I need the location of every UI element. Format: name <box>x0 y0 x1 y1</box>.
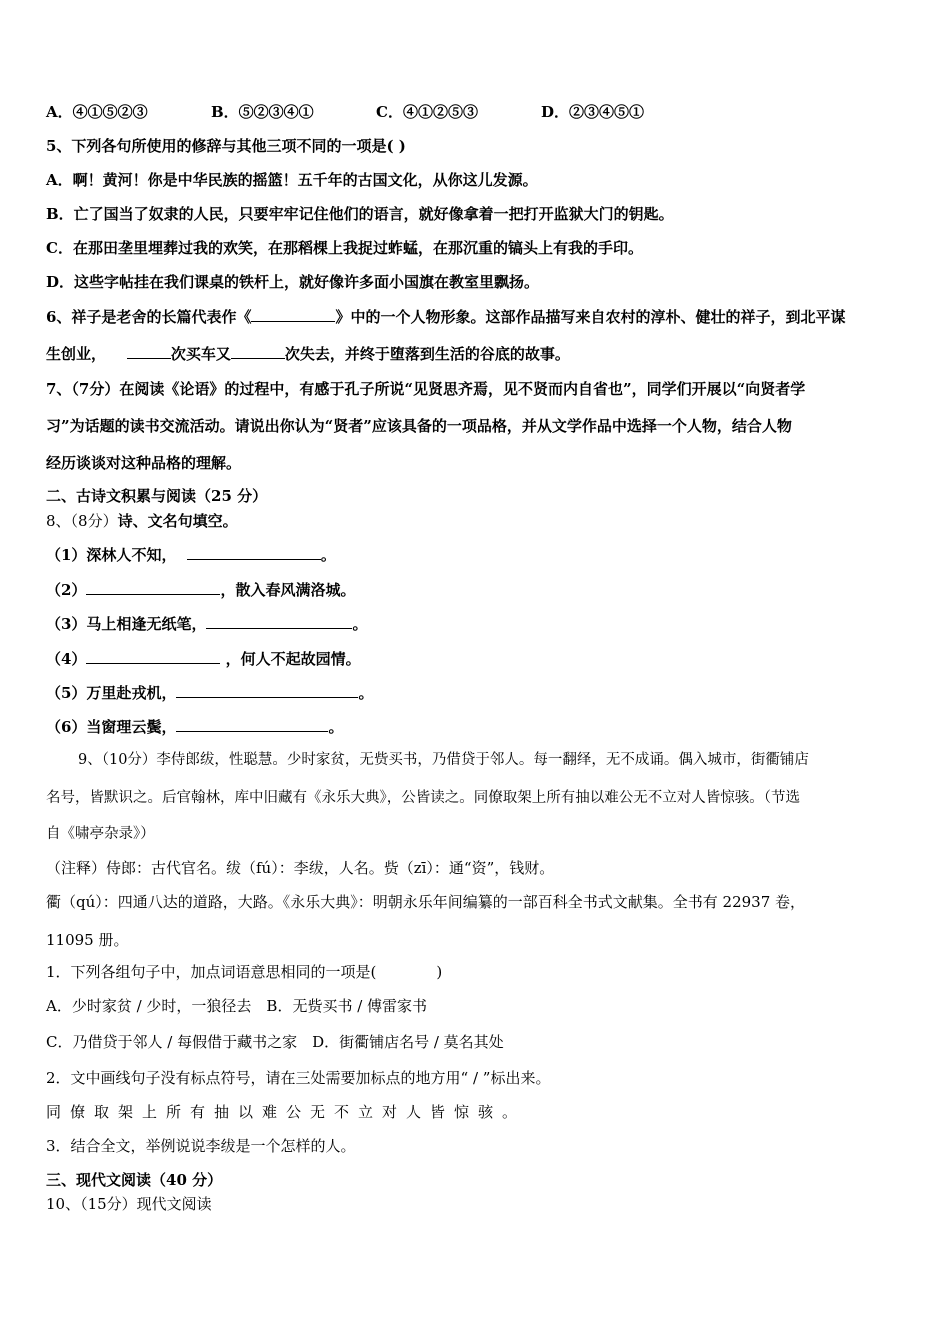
q4-option-c: C．④①②⑤③ <box>376 103 478 121</box>
q9-sub1-options-cd: C．乃借贷于邻人 / 每假借于藏书之家 D．街衢铺店名号 / 莫名其处 <box>46 1033 504 1051</box>
q6-line1 <box>46 307 845 327</box>
q8-blank-5[interactable] <box>176 683 358 698</box>
q7-line3: 经历谈谈对这种品格的理解。 <box>46 454 242 472</box>
q8-item-3-post: 。 <box>352 615 368 633</box>
q8-item-2-pre: （2） <box>46 581 87 599</box>
q8-item-1 <box>46 545 336 565</box>
q8-item-5 <box>46 683 373 703</box>
q8-item-3-pre: （3）马上相逢无纸笔， <box>46 615 207 633</box>
q9-sub2-text: 同僚取架上所有抽以难公无不立对人皆惊骇。 <box>46 1103 527 1121</box>
q8-item-4-pre: （4） <box>46 650 87 668</box>
section3-heading: 三、现代文阅读（40 分） <box>46 1171 223 1189</box>
q6-line2b: 次买车又 <box>170 345 231 363</box>
q8-item-4 <box>46 649 361 669</box>
q8-item-2 <box>46 580 355 600</box>
q6-blank-1[interactable] <box>127 344 171 359</box>
q5-option-a: A．啊！黄河！你是中华民族的摇篮！五千年的古国文化，从你这儿发源。 <box>46 171 538 189</box>
q5-option-c: C．在那田垄里埋葬过我的欢笑，在那稻棵上我捉过蚱蜢，在那沉重的镐头上有我的手印。 <box>46 239 643 257</box>
q8-stem <box>46 511 238 531</box>
section2-heading: 二、古诗文积累与阅读（25 分） <box>46 487 268 505</box>
q9-note-line2: 衢（qú）：四通八达的道路，大路。《永乐大典》：明朝永乐年间编纂的一部百科全书式文献集。全书有 22937 卷， <box>46 893 806 911</box>
q9-passage-line1: 9、（10分）李侍郎绂，性聪慧。少时家贫，无赀买书，乃借贷于邻人。每一翻绎，无不成诵。偶入城市，街衢铺店 <box>78 752 809 768</box>
q8-item-3 <box>46 614 367 634</box>
q8-item-6-post: 。 <box>328 718 344 736</box>
q6-part2: 》中的一个人物形象。这部作品描写来自农村的淳朴、健壮的祥子，到北平谋 <box>335 308 846 326</box>
q6-line2 <box>46 344 570 364</box>
q6-part1: 6、祥子是老舍的长篇代表作《 <box>46 308 252 326</box>
q8-item-4-post: ，何人不起故园情。 <box>225 650 361 668</box>
q8-blank-1[interactable] <box>187 545 321 560</box>
q9-sub1-options-ab: A．少时家贫 / 少时，一狼径去 B．无赀买书 / 傅雷家书 <box>46 997 428 1015</box>
q4-option-d: D．②③④⑤① <box>541 103 645 121</box>
q4-option-a: A．④①⑤②③ <box>46 103 148 121</box>
q9-passage-line2: 名号，皆默识之。后官翰林，库中旧藏有《永乐大典》，公皆读之。同僚取架上所有抽以难公无不立对人皆惊骇。（节选 <box>46 790 800 806</box>
q7-line1: 7、（7分）在阅读《论语》的过程中，有感于孔子所说“见贤思齐焉，见不贤而内自省也”，同学们开展以“向贤者学 <box>46 380 806 398</box>
q9-sub1-stem: 1．下列各组句子中，加点词语意思相同的一项是( ) <box>46 963 443 981</box>
q6-blank-title[interactable] <box>251 307 335 322</box>
q8-blank-4[interactable] <box>86 649 220 664</box>
q4-option-b: B．⑤②③④① <box>211 103 314 121</box>
q8-item-5-pre: （5）万里赴戎机， <box>46 684 177 702</box>
q10-stem: 10、（15分）现代文阅读 <box>46 1195 212 1213</box>
q8-item-6-pre: （6）当窗理云鬓， <box>46 718 177 736</box>
q5-option-b: B．亡了国当了奴隶的人民，只要牢牢记住他们的语言，就好像拿着一把打开监狱大门的钥匙。 <box>46 205 674 223</box>
q9-sub3-stem: 3．结合全文，举例说说李绂是一个怎样的人。 <box>46 1137 356 1155</box>
q5-stem: 5、下列各句所使用的修辞与其他三项不同的一项是( ) <box>46 137 406 155</box>
q8-item-1-pre: （1）深林人不知， <box>46 546 177 564</box>
q9-note-line1: （注释）侍郎：古代官名。绂（fú）：李绂，人名。赀（zī）：通“资”，钱财。 <box>46 859 555 877</box>
q6-blank-2[interactable] <box>231 344 285 359</box>
q8-blank-3[interactable] <box>206 614 352 629</box>
q8-stem-number: 8、（8分） <box>46 512 118 530</box>
q6-line2c: 次失去，并终于堕落到生活的谷底的故事。 <box>284 345 570 363</box>
q7-line2: 习”为话题的读书交流活动。请说出你认为“贤者”应该具备的一项品格，并从文学作品中选择一个人物，结合人物 <box>46 417 792 435</box>
q9-note-line3: 11095 册。 <box>46 931 129 949</box>
q8-item-5-post: 。 <box>358 684 374 702</box>
q8-stem-text: 诗、文名句填空。 <box>117 512 238 530</box>
q8-blank-2[interactable] <box>86 580 220 595</box>
q9-passage-line3: 自《啸亭杂录》） <box>46 826 155 842</box>
q8-item-1-post: 。 <box>320 546 336 564</box>
q6-line2a: 生创业， <box>46 345 107 363</box>
q5-option-d: D．这些字帖挂在我们课桌的铁杆上，就好像许多面小国旗在教室里飘扬。 <box>46 273 540 291</box>
q9-sub2-stem: 2．文中画线句子没有标点符号，请在三处需要加标点的地方用“ / ”标出来。 <box>46 1069 551 1087</box>
q8-item-2-post: ，散入春风满洛城。 <box>220 581 356 599</box>
q8-blank-6[interactable] <box>176 717 328 732</box>
q8-item-6 <box>46 717 343 737</box>
